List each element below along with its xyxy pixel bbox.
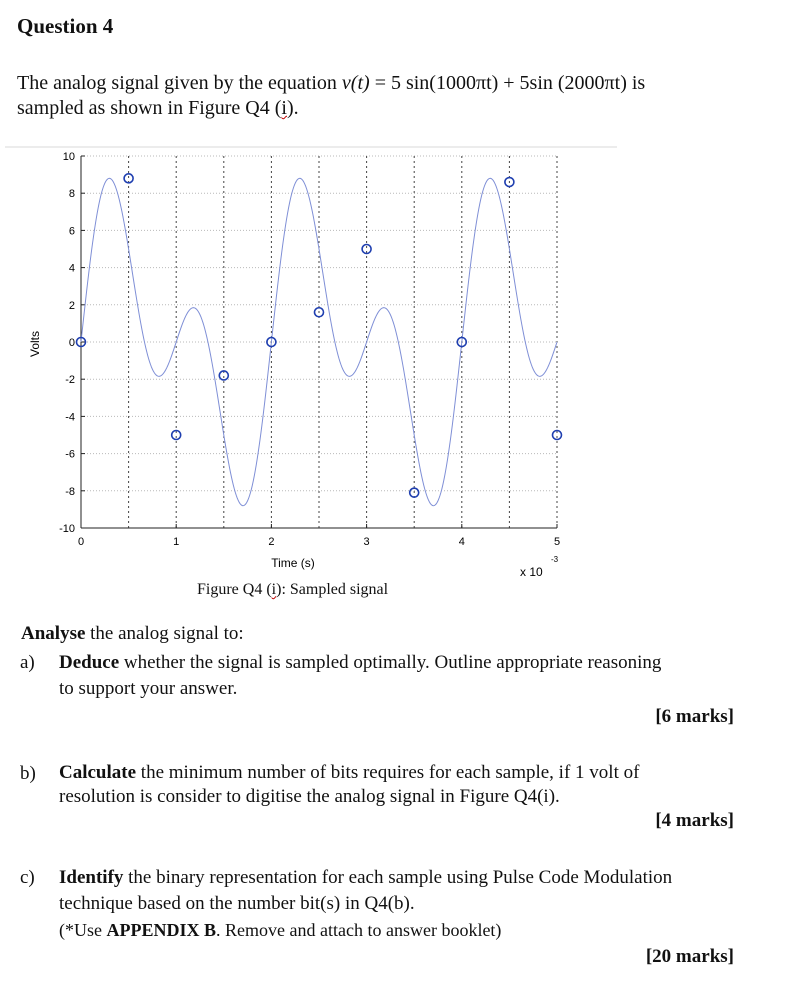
item-b-text1: the minimum number of bits requires for each sample, if 1 volt of bbox=[136, 762, 640, 783]
x-tick-label: 4 bbox=[458, 536, 465, 548]
x-tick-label: 2 bbox=[268, 536, 275, 548]
item-c-note-b: . Remove and attach to answer booklet) bbox=[216, 920, 502, 940]
item-c-note-a: (*Use bbox=[59, 920, 107, 940]
item-a-verb: Deduce bbox=[59, 652, 120, 673]
intro-text-end: is bbox=[626, 72, 646, 94]
intro-paragraph bbox=[17, 71, 777, 121]
y-tick-label: -8 bbox=[65, 485, 75, 498]
item-b-label: b) bbox=[20, 763, 36, 784]
item-c-verb: Identify bbox=[59, 867, 124, 888]
task-lead-bold: Analyse bbox=[21, 623, 86, 644]
intro-line2: sampled as shown in Figure Q4 ( bbox=[17, 97, 282, 119]
x-tick-label: 3 bbox=[363, 536, 370, 548]
x-multiplier: x 10 bbox=[520, 565, 543, 578]
item-b-marks: [4 marks] bbox=[655, 810, 734, 831]
item-a-text2: to support your answer. bbox=[59, 678, 238, 699]
item-c-text1: the binary representation for each sample using Pulse Code Modulation bbox=[123, 867, 673, 888]
caption-start: Figure Q4 ( bbox=[197, 581, 272, 598]
equation-lhs: v(t) bbox=[341, 72, 370, 94]
caption-end: ): Sampled signal bbox=[276, 581, 389, 598]
sampled-signal-chart bbox=[5, 148, 617, 578]
equation-rhs: = 5 sin(1000πt) + 5sin (2000πt) bbox=[369, 72, 627, 94]
x-tick-label: 5 bbox=[553, 536, 561, 548]
x-tick-label: 1 bbox=[173, 536, 180, 548]
y-tick-label: 4 bbox=[68, 262, 75, 275]
item-c-text2: technique based on the number bit(s) in Q4(b). bbox=[59, 893, 415, 914]
item-c-note-bold: APPENDIX B bbox=[106, 920, 217, 940]
item-a-marks: [6 marks] bbox=[655, 706, 734, 727]
y-tick-label: -4 bbox=[65, 411, 75, 424]
task-lead bbox=[21, 623, 244, 645]
item-a-body bbox=[59, 650, 737, 702]
item-c-marks: [20 marks] bbox=[645, 946, 734, 967]
x-axis-label: Time (s) bbox=[271, 556, 315, 570]
y-tick-label: -10 bbox=[59, 523, 75, 535]
figure-caption bbox=[197, 581, 388, 599]
item-c-note bbox=[59, 920, 501, 940]
task-lead-text: the analog signal to: bbox=[85, 623, 244, 644]
x-tick-label: 0 bbox=[77, 536, 85, 548]
item-a-text1: whether the signal is sampled optimally. Outline appropriate reasoning bbox=[119, 652, 662, 673]
intro-line2-end: ). bbox=[286, 97, 299, 119]
y-tick-label: 8 bbox=[68, 188, 75, 201]
y-tick-label: 6 bbox=[68, 225, 75, 238]
figure-ref: i bbox=[281, 97, 287, 119]
item-c-label: c) bbox=[20, 867, 35, 888]
y-axis-label: Volts bbox=[28, 330, 42, 358]
question-heading: Question 4 bbox=[17, 14, 114, 38]
y-tick-label: 10 bbox=[62, 151, 75, 163]
y-tick-label: -2 bbox=[65, 374, 75, 387]
item-b-verb: Calculate bbox=[59, 762, 137, 783]
item-a-label: a) bbox=[20, 652, 35, 673]
item-b-body bbox=[59, 761, 737, 809]
intro-text: The analog signal given by the equation bbox=[17, 72, 342, 94]
caption-ref: i bbox=[271, 581, 277, 598]
y-tick-label: 2 bbox=[68, 299, 75, 312]
y-tick-label: 0 bbox=[68, 337, 75, 349]
x-multiplier-exponent: -3 bbox=[551, 555, 559, 564]
item-b-text2: resolution is consider to digitise the analog signal in Figure Q4(i). bbox=[59, 786, 560, 807]
item-c-body bbox=[59, 865, 737, 944]
y-tick-label: -6 bbox=[65, 448, 75, 461]
